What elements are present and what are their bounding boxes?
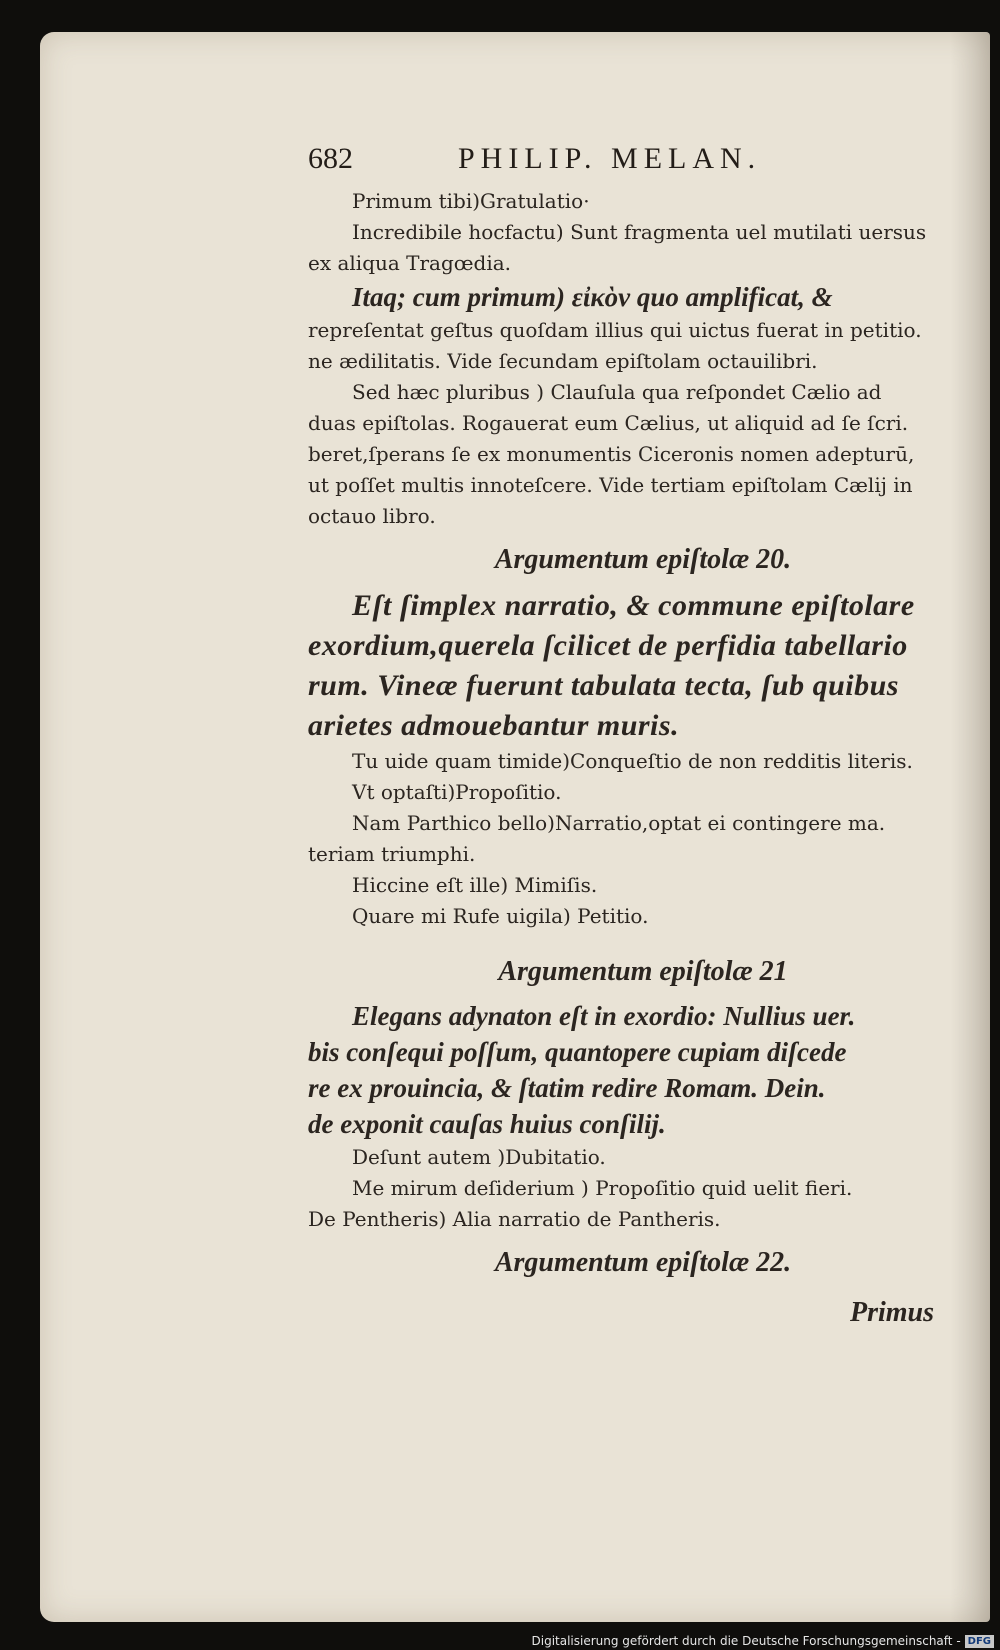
text-line: De Pentheris) Alia narratio de Pantheris.	[308, 1207, 721, 1231]
digitization-footer	[532, 1634, 995, 1648]
text-line: bis conſequi poſſum, quantopere cupiam diſcede	[308, 1037, 847, 1067]
dfg-logo: DFG	[965, 1635, 994, 1648]
text-line: Tu uide quam timide)Conqueſtio de non redditis literis.	[352, 749, 913, 773]
text-line: Deſunt autem )Dubitatio.	[352, 1145, 606, 1169]
text-line: duas epiſtolas. Rogauerat eum Cælius, ut aliquid ad ſe ſcri.	[308, 411, 909, 435]
text-line: Vt optaſti)Propoſitio.	[352, 780, 562, 804]
section-heading: Argumentum epiſtolæ 22.	[494, 1247, 792, 1278]
text-line: rum. Vineæ fuerunt tabulata tecta, ſub quibus	[308, 669, 899, 702]
text-line: repreſentat geſtus quoſdam illius qui uictus fuerat in petitio.	[308, 318, 922, 342]
text-line: Quare mi Rufe uigila) Petitio.	[352, 904, 649, 928]
page-text	[308, 142, 978, 1289]
running-title: PHILIP. MELAN.	[458, 142, 762, 175]
text-line: teriam triumphi.	[308, 842, 476, 866]
text-line: ne ædilitatis. Vide ſecundam epiſtolam octauilibri.	[308, 349, 818, 373]
book-page	[40, 32, 990, 1622]
text-line: Hiccine eſt ille) Mimiſis.	[352, 873, 598, 897]
page-header	[308, 142, 978, 176]
text-line: Sed hæc pluribus ) Clauſula qua reſpondet Cælio ad	[352, 380, 882, 404]
text-line: Primum tibi)Gratulatio·	[352, 189, 590, 213]
page-number: 682	[308, 142, 353, 175]
commentary-block	[308, 186, 978, 532]
text-line: Itaq; cum primum) εἰκὸν quo amplificat, &	[352, 282, 833, 312]
text-line: Elegans adynaton eſt in exordio: Nullius uer.	[352, 1001, 856, 1031]
text-line: Me mirum deſiderium ) Propoſitio quid uelit fieri.	[352, 1176, 853, 1200]
argument-sections	[308, 544, 978, 1279]
text-line: de exponit cauſas huius conſilij.	[308, 1109, 666, 1139]
text-line: arietes admouebantur muris.	[308, 709, 680, 742]
text-line: beret,ſperans ſe ex monumentis Ciceronis nomen adepturū,	[308, 442, 915, 466]
text-line: octauo libro.	[308, 504, 436, 528]
text-line: re ex prouincia, & ſtatim redire Romam. Dein.	[308, 1073, 826, 1103]
text-line: ex aliqua Tragœdia.	[308, 251, 512, 275]
catchword: Primus	[849, 1297, 934, 1328]
text-line: Incredibile hocfactu) Sunt fragmenta uel mutilati uersus	[352, 220, 927, 244]
section-heading: Argumentum epiſtolæ 20.	[494, 544, 792, 575]
text-line: exordium,querela ſcilicet de perfidia tabellario	[308, 629, 908, 662]
text-line: Nam Parthico bello)Narratio,optat ei contingere ma.	[352, 811, 886, 835]
text-line: Eſt ſimplex narratio, & commune epiſtolare	[352, 589, 915, 622]
section-heading: Argumentum epiſtolæ 21	[498, 956, 788, 987]
spacer	[308, 932, 978, 944]
footer-credit: Digitalisierung gefördert durch die Deutsche Forschungsgemeinschaft -	[531, 1634, 961, 1648]
text-line: ut poſſet multis innoteſcere. Vide tertiam epiſtolam Cælij in	[308, 473, 913, 497]
